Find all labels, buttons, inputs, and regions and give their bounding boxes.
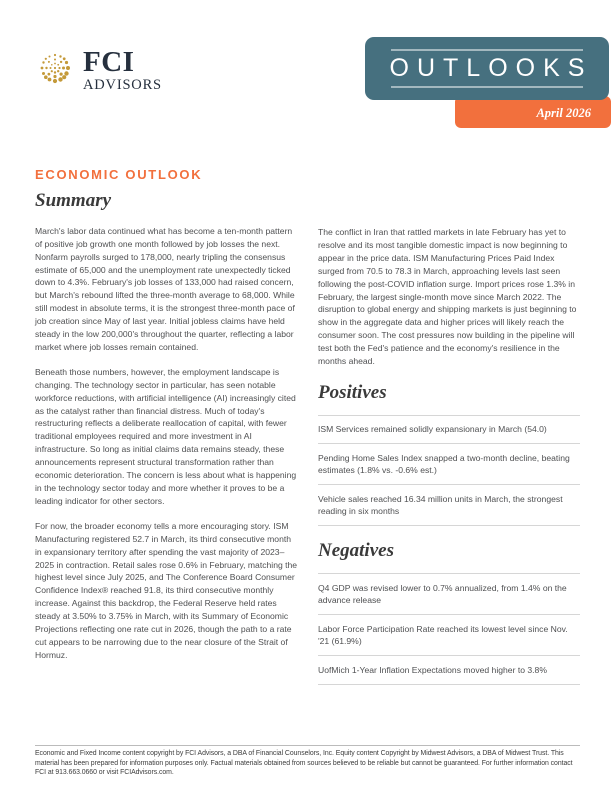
positive-item: Pending Home Sales Index snapped a two-month decline, beating estimates (1.8% vs. -0.6% est.) bbox=[318, 443, 580, 484]
date-tag-label: April 2026 bbox=[536, 106, 591, 120]
banner-title: OUTLOOKS bbox=[389, 53, 593, 82]
fci-wordmark-top: FCI bbox=[83, 46, 135, 78]
fci-logo bbox=[35, 48, 162, 93]
disclaimer-footer bbox=[35, 745, 580, 778]
positives-list bbox=[318, 415, 580, 527]
negative-item: Labor Force Participation Rate reached its lowest level since Nov. '21 (61.9%) bbox=[318, 614, 580, 655]
summary-heading: Summary bbox=[35, 190, 112, 211]
negative-item: Q4 GDP was revised lower to 0.7% annualized, from 1.4% on the advance release bbox=[318, 573, 580, 614]
summary-paragraph-1: March's labor data continued what has become a ten-month pattern of positive job growth one month followed by job losses the next. Nonfarm payrolls surged to 178,000, nearly tripling the consensus estimate of 65,000 and the unemployment rate unexpectedly ticked down to 4.3%. February's job losses of 133,000 had raised concern, but March's rebound lifted the three-month average to 68,000. While still modest in absolute terms, it is the strongest three-month pace of job creation since May of last year. Initial jobless claims have held steady in the low 200,000's throughout the quarter, reflecting a labor market where job losses remain contained. bbox=[35, 225, 295, 352]
positives-heading: Positives bbox=[318, 381, 387, 403]
banner-rule-bottom bbox=[391, 86, 584, 88]
left-column bbox=[35, 190, 299, 674]
section-title: ECONOMIC OUTLOOK bbox=[35, 167, 203, 182]
summary-paragraph-2: Beneath those numbers, however, the employment landscape is changing. The technology sector in particular, has seen notable workforce reductions, with artificial intelligence (AI) increasingly cited as the catalyst rather than financial distress. Much of today's restructuring reflects a deliberate reallocation of capital, with fewer traditional employees required and more investment in AI infrastructure. So long as initial claims data remains steady, these announcements represent structural transformation rather than economic deterioration. The concern is less about what is happening in the technology sector today and more whether it proves to be a leading indicator for other sectors. bbox=[35, 366, 297, 506]
positive-item: ISM Services remained solidly expansionary in March (54.0) bbox=[318, 415, 580, 444]
negatives-list bbox=[318, 573, 580, 685]
right-column bbox=[318, 226, 580, 685]
summary-paragraph-4: The conflict in Iran that rattled markets in late February has yet to resolve and its most tangible domestic impact is now beginning to appear in the price data. ISM Manufacturing Prices Paid Index surged from 70.5 to 78.3 in March, approaching levels last seen following the post-COVID inflation surge. Import prices rose 1.3% in February, the largest single-month move since March 2022. The disruption to global energy and shipping markets is just beginning to show in the aggregate data and higher prices will likely reach the consumer soon. The cost pressures now building in the pipeline will test both the Fed's patience and the economy's resilience in the months ahead. bbox=[318, 227, 577, 367]
negatives-heading: Negatives bbox=[318, 540, 394, 562]
fci-wordmark bbox=[83, 48, 162, 93]
fci-wordmark-bottom: ADVISORS bbox=[83, 77, 162, 93]
summary-paragraph-3: For now, the broader economy tells a more encouraging story. ISM Manufacturing registered 52.7 in March, its third consecutive month in expansionary territory after spending the vast majority of 2023–2025 in contraction. Retail sales rose 0.6% in February, matching the highest level since July 2025, and The Conference Board Consumer Confidence Index® reached 91.8, its third consecutive monthly increase. Against this backdrop, the Federal Reserve held rates steady at 3.50% to 3.75% in March, with its Summary of Economic Projections reflecting one rate cut in 2026, though the path to a rate cut appears to be narrowing due to the near closure of the Strait of Hormuz. bbox=[35, 520, 298, 660]
positive-item: Vehicle sales reached 16.34 million units in March, the strongest reading in six months bbox=[318, 484, 580, 525]
fci-globe-icon bbox=[35, 48, 75, 92]
outlooks-banner bbox=[365, 37, 609, 100]
disclaimer-text: Economic and Fixed Income content copyright by FCI Advisors, a DBA of Financial Counselors, Inc. Equity content Copyright by Midwest Advisors, a DBA of Midwest Trust. This material has been prepared for information purposes only. Factual materials obtained from sources believed to be reliable but cannot be guaranteed. For further information contact FCI at 913.663.0660 or visit FCIAdvisors.com. bbox=[35, 750, 573, 777]
negative-item: UofMich 1-Year Inflation Expectations moved higher to 3.8% bbox=[318, 655, 580, 684]
date-tag bbox=[455, 96, 611, 128]
